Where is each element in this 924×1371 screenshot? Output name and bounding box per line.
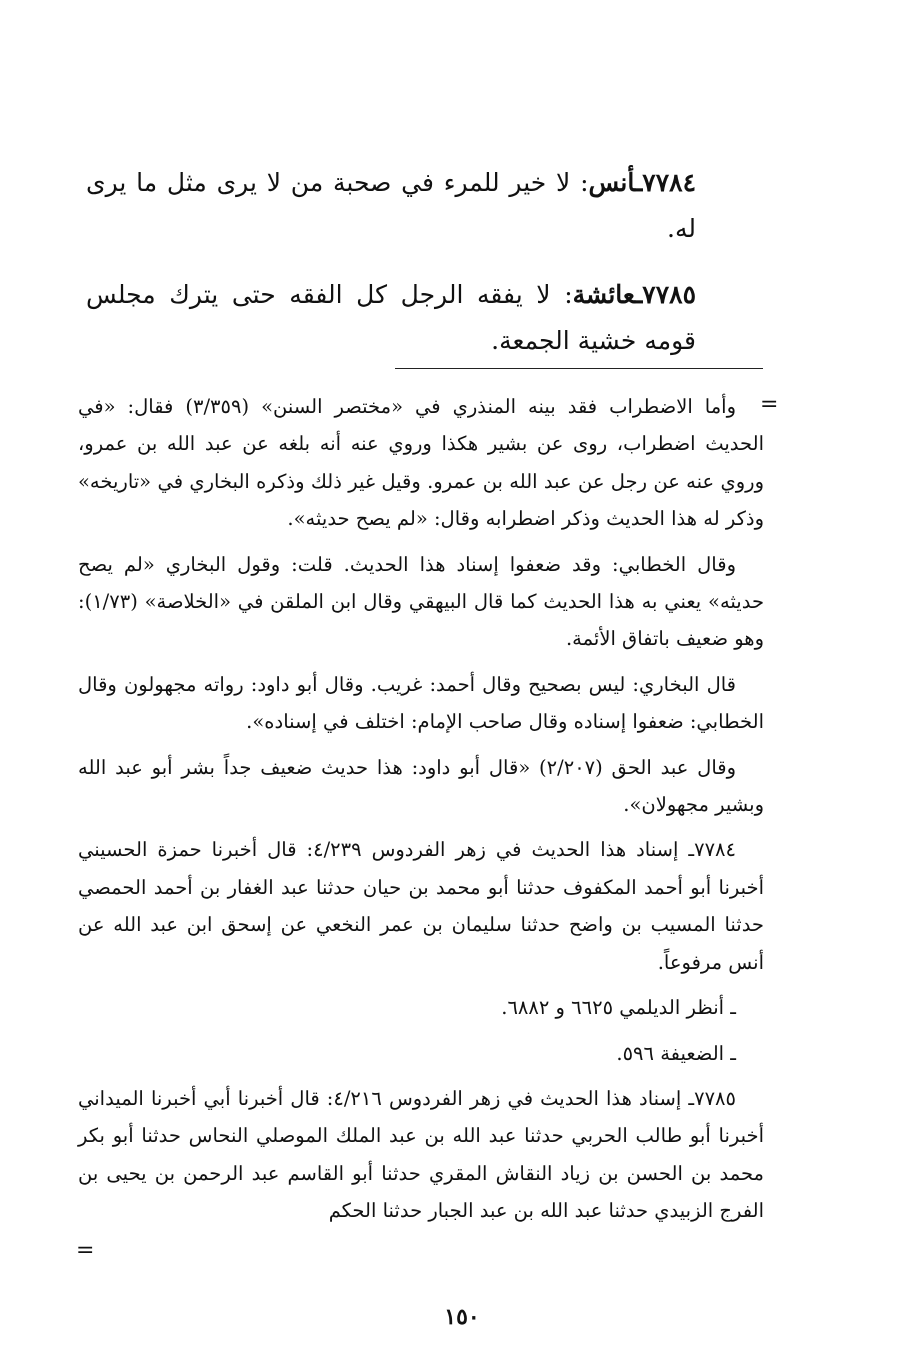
footnote-paragraph: ٧٧٨٥ـ إسناد هذا الحديث في زهر الفردوس ٤/٢١٦: قال أخبرنا أبي أخبرنا الميداني أخبرنا أبو طالب الحربي حدثنا عبد الله بن عبد الملك الموصلي النحاس حدثنا أبو بكر محمد بن الحسن بن زياد النقاش المقري حدثنا أبو القاسم عبد الرحمن بن يحيى بن الفرج الزبيدي حدثنا عبد الله بن عبد الجبار حدثنا الحكم [78, 1086, 764, 1223]
hadith-paragraph: ٧٧٨٥ـعائشة: لا يفقه الرجل كل الفقه حتى يترك مجلس قومه خشية الجمعة. [86, 280, 697, 355]
hadith-paragraph: ٧٧٨٤ـأنس: لا خير للمرء في صحبة من لا يرى مثل ما يرى له. [86, 168, 696, 243]
footnote-divider [395, 368, 763, 369]
footnote-paragraph: قال البخاري: ليس بصحيح وقال أحمد: غريب. وقال أبو داود: رواته مجهولون وقال الخطابي: ضعفوا إسناده وقال صاحب الإمام: اختلف في إسناده». [78, 672, 764, 734]
footnote-reference: ـ الضعيفة ٥٩٦. [616, 1041, 736, 1065]
footnote-reference: ـ أنظر الديلمي ٦٦٢٥ و ٦٨٨٢. [501, 996, 736, 1020]
footnote-paragraph: وقال عبد الحق (٢/٢٠٧) «قال أبو داود: هذا حديث ضعيف جداً بشر أبو عبد الله وبشير مجهولان». [78, 755, 764, 817]
page-number: ١٥٠ [444, 1304, 480, 1330]
hadith-7785 [86, 272, 696, 364]
continuation-mark-bottom: = [76, 1238, 95, 1263]
footnote-paragraph: ٧٧٨٤ـ إسناد هذا الحديث في زهر الفردوس ٤/٢٣٩: قال أخبرنا حمزة الحسيني أخبرنا أبو أحمد المكفوف حدثنا أبو محمد بن حيان حدثنا عبد الغفار بن أحمد الحمصي حدثنا المسيب بن واضح حدثنا سليمان بن عمر النخعي عن إسحق ابن عبد الله عن أنس مرفوعاً. [78, 838, 764, 974]
hadith-number: ٧٧٨٥ [642, 280, 697, 309]
hadith-number: ٧٧٨٤ [642, 168, 696, 197]
hadith-text: لا يفقه الرجل كل الفقه حتى يترك مجلس قومه خشية الجمعة. [86, 280, 696, 355]
hadith-text: لا خير للمرء في صحبة من لا يرى مثل ما يرى له. [86, 168, 696, 243]
continuation-mark-top: = [760, 392, 779, 417]
footnotes [78, 388, 764, 1238]
footnote-paragraph: وأما الاضطراب فقد بينه المنذري في «مختصر السنن» (٣/٣٥٩) فقال: «في الحديث اضطراب، روى عن بشير هكذا وروي عنه أنه بلغه عن عبد الله بن عمرو، وروي عنه عن رجل عن عبد الله بن عمرو. وقيل غير ذلك وذكره البخاري في «تاريخه» وذكر له هذا الحديث وذكر اضطرابه وقال: «لم يصح حديثه». [78, 395, 764, 531]
footnote-paragraph: وقال الخطابي: وقد ضعفوا إسناد هذا الحديث. قلت: وقول البخاري «لم يصح حديثه» يعني به هذا الحديث كما قال البيهقي وقال ابن الملقن في «الخلاصة» (١/٧٣): وهو ضعيف باتفاق الأئمة. [78, 552, 764, 651]
hadith-narrator: أنس [588, 168, 635, 197]
hadith-narrator: عائشة [572, 280, 635, 309]
hadith-7784 [86, 160, 696, 252]
